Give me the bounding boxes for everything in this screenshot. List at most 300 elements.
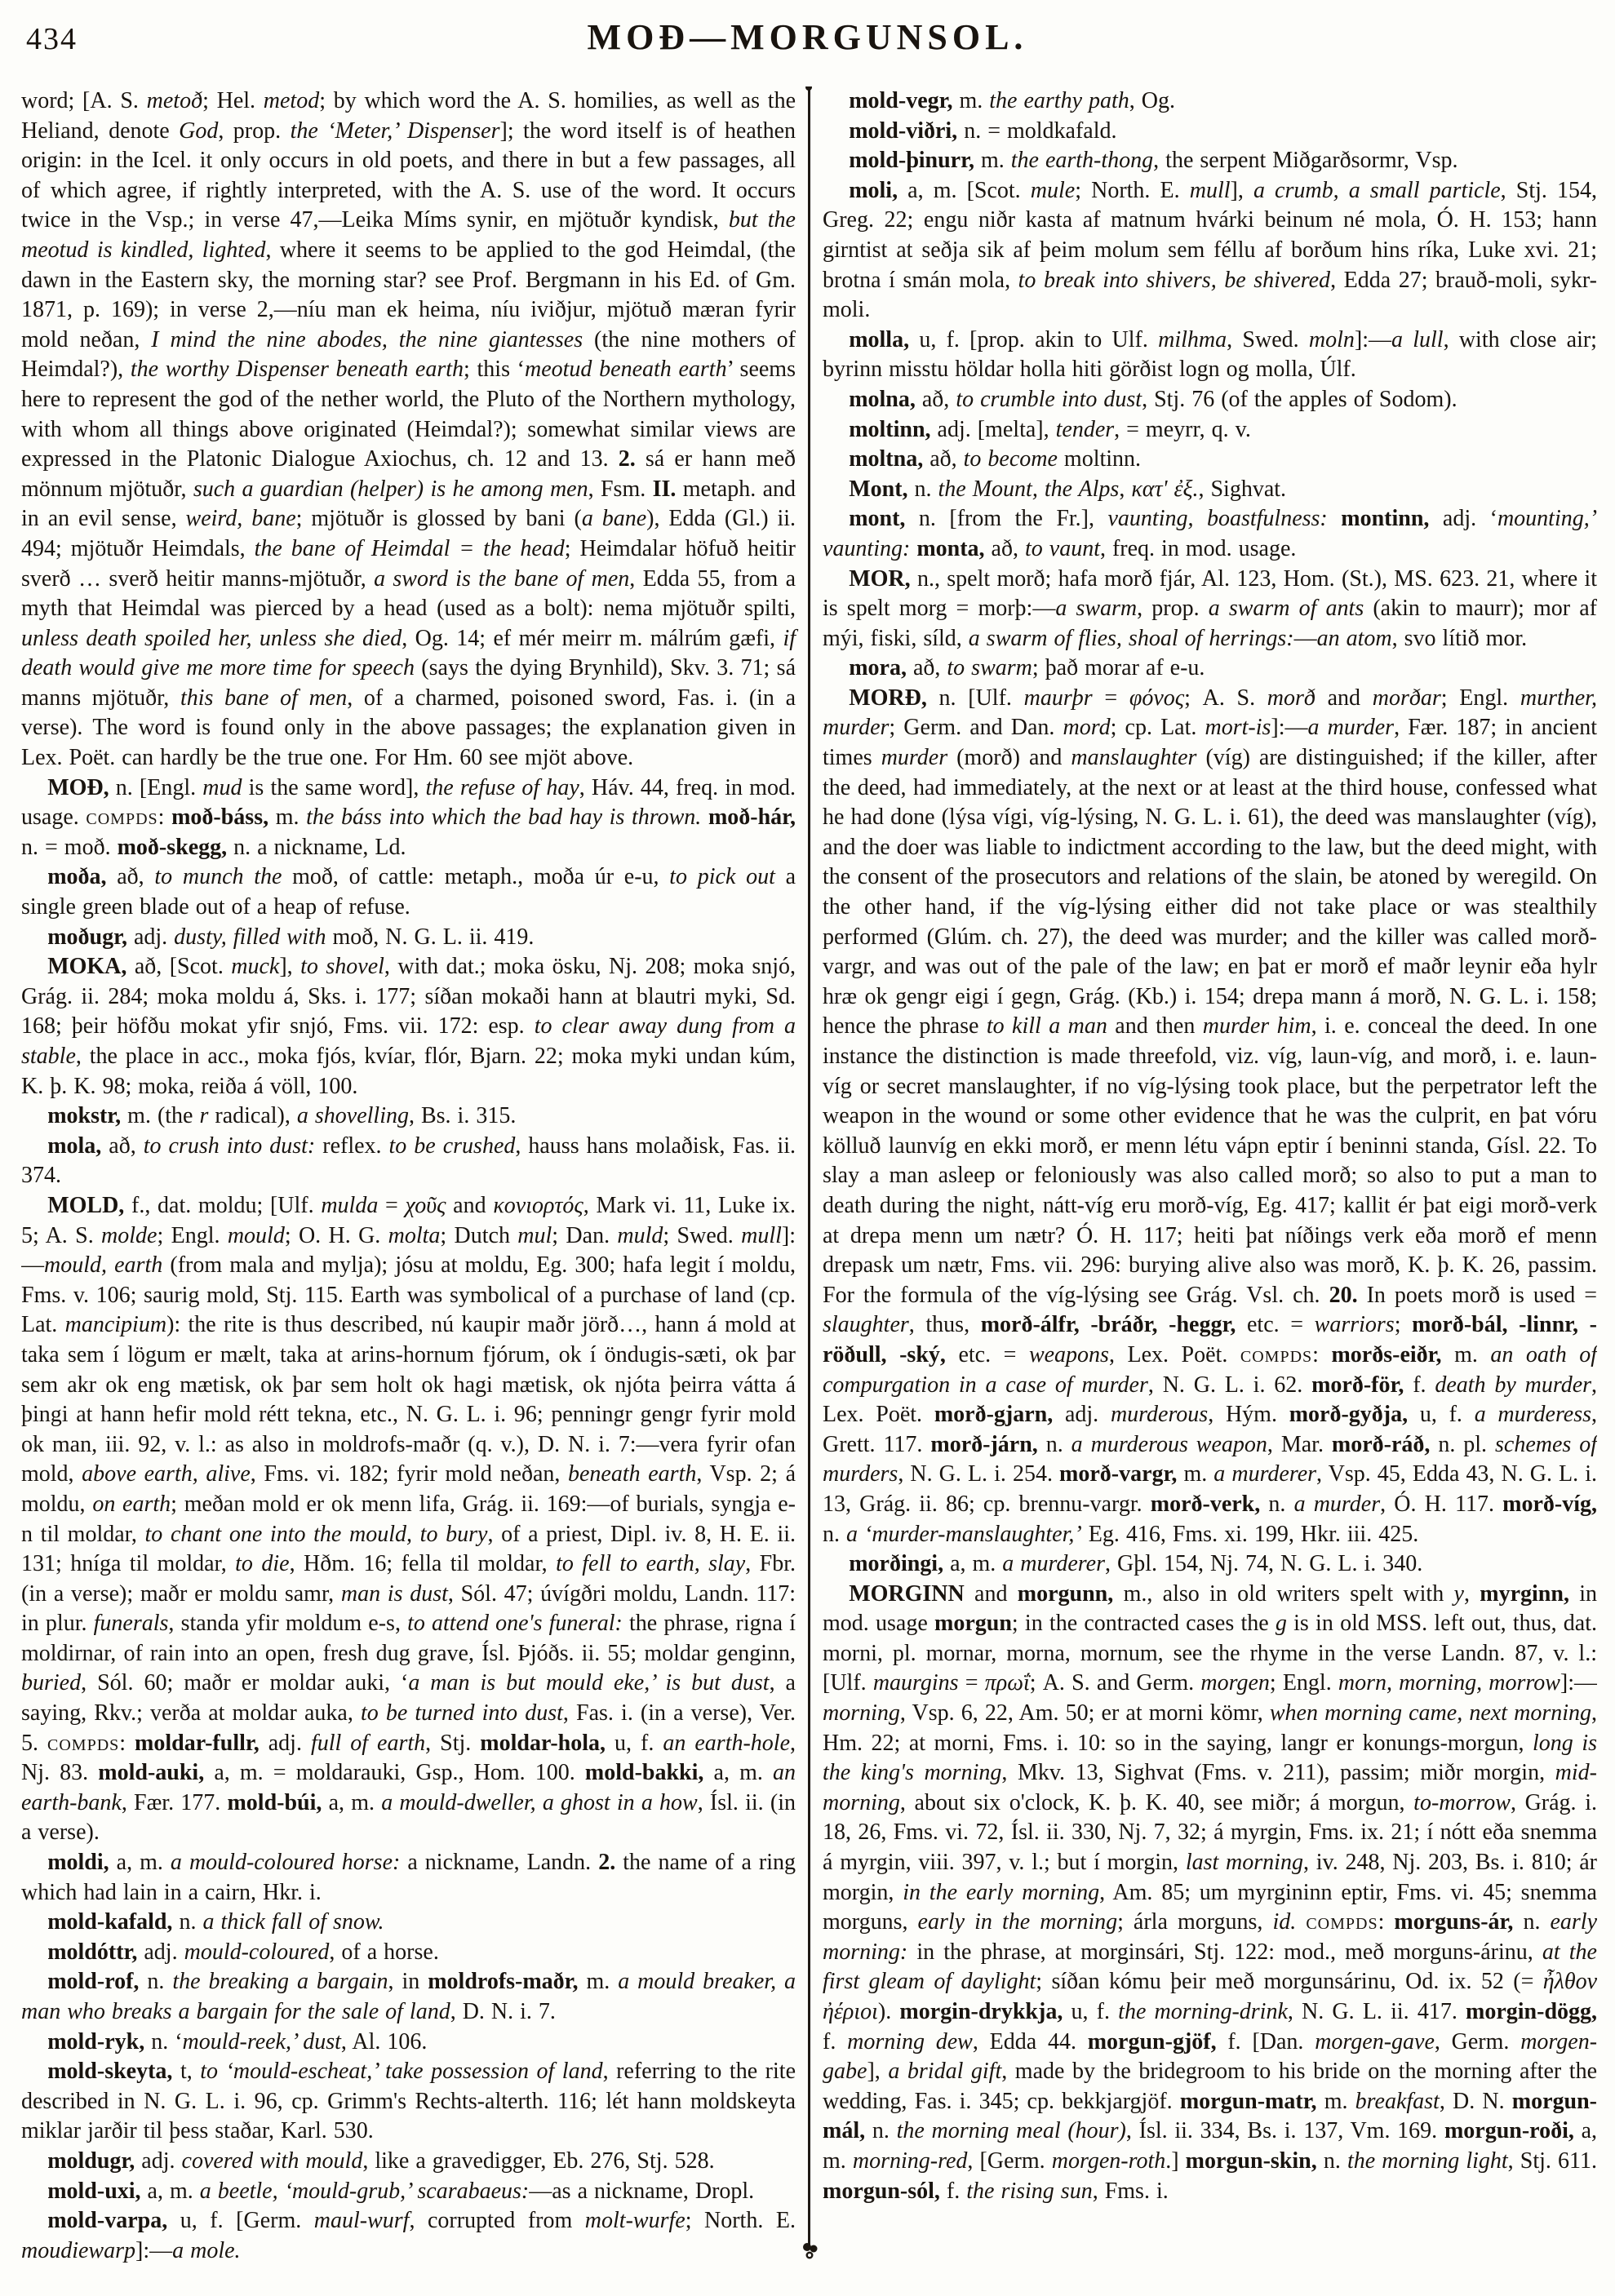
text-segment: , prop. — [1137, 596, 1209, 622]
text-segment: n. — [147, 1969, 173, 1995]
text-segment: , Háv. 44, freq. in mod. usage. — [21, 774, 796, 831]
text-segment: full of earth — [310, 1730, 426, 1756]
text-segment: a mole. — [172, 2237, 241, 2263]
text-segment: is the same word], — [242, 774, 426, 800]
text-segment: ]:— — [21, 1222, 796, 1279]
text-segment: man is dust — [340, 1580, 448, 1607]
text-segment: mold-auki, — [98, 1760, 215, 1786]
text-segment: the morning meal (hour) — [896, 2118, 1126, 2144]
text-segment: ]:— — [1560, 1670, 1597, 1696]
text-segment: a man is but mould eke,’ is but dust — [408, 1670, 770, 1696]
text-segment: n. — [914, 476, 938, 502]
text-segment: slaughter — [823, 1312, 909, 1338]
text-segment: , the place in acc., moka fjós, kvíar, flór, Bjarn. 22; moka myki undan kúm, K. þ. K. 98; moka, reiða á völl, 100. — [21, 1044, 796, 1099]
text-segment: —as a nickname, Dropl. — [529, 2178, 755, 2204]
text-segment: , corrupted from — [409, 2208, 585, 2234]
text-segment: in mod. usage — [823, 1580, 1597, 1637]
page-number: 434 — [26, 22, 78, 56]
text-segment: , the serpent Miðgarðsormr, Vsp. — [1153, 148, 1458, 174]
text-segment: last morning — [1185, 1850, 1303, 1876]
entry-mold-skeyta — [21, 2057, 796, 2147]
text-segment: mancipium — [64, 1312, 167, 1338]
text-segment: morðingi, — [849, 1551, 951, 1577]
text-segment: moð-hár, — [708, 804, 796, 831]
text-segment: an atom — [1316, 625, 1392, 651]
text-segment: meotud beneath earth — [525, 357, 727, 383]
text-segment: , Stj. — [425, 1730, 481, 1756]
text-segment: morgun-sól, — [823, 2178, 947, 2204]
text-segment: f., dat. moldu; [Ulf. — [131, 1192, 322, 1218]
text-segment: a swarm — [1055, 596, 1138, 622]
text-segment: adj. — [141, 2148, 182, 2174]
text-segment: t, — [180, 2059, 201, 2085]
text-segment: unless death spoiled her, unless she died — [21, 625, 402, 651]
text-segment: , iv. 248, Nj. 203, Bs. i. 810; ár morgin, — [823, 1850, 1597, 1905]
text-segment: mord — [1063, 715, 1111, 741]
text-segment: a, m. — [823, 2118, 1597, 2174]
text-segment: , Fms. vi. 182; fyrir mold neðan, — [250, 1461, 568, 1487]
text-segment: moð, of cattle: metaph., moða úr e-u, — [282, 864, 670, 890]
text-segment: n. = moð. — [21, 834, 118, 860]
text-segment: u, f. — [1419, 1402, 1475, 1428]
text-segment: the refuse of hay — [425, 774, 579, 800]
entry-mjotudr-continuation — [21, 86, 796, 773]
text-segment: moð-skegg, — [117, 834, 234, 860]
text-segment: to be turned into dust — [360, 1700, 563, 1726]
text-segment: etc. = — [1246, 1312, 1315, 1338]
text-segment: molla, — [849, 326, 920, 352]
text-segment: Mont, — [849, 476, 915, 502]
text-segment: , Grág. i. 18, 26, Fms. vi. 72, Ísl. ii. 330, Nj. 7, 32; á myrgin, Fms. ix. 21; í nótt eða snemma á myrgin, viii. 397, v. l.; but í morgin, — [823, 1789, 1597, 1876]
text-segment: mont, — [849, 506, 919, 532]
entry-moltna — [823, 445, 1597, 475]
text-segment: , N. G. L. ii. 417. — [1287, 1999, 1466, 2024]
entry-mold-kafald — [21, 1908, 796, 1938]
text-segment: to become — [963, 446, 1058, 472]
text-segment: a mould-dweller, a ghost in a how — [381, 1789, 698, 1815]
text-segment: m. (the — [127, 1103, 200, 1129]
text-segment: II. — [652, 476, 683, 502]
text-segment: πρωΐ — [984, 1670, 1030, 1696]
text-segment: a bane — [581, 506, 647, 532]
text-segment: f. — [1413, 1372, 1435, 1398]
text-segment: r — [199, 1103, 209, 1129]
text-segment: , Stj. 154, Greg. 22; engu niðr kasta af matnum hvárki beinum né mola, Ó. H. 153; hann girntist at seðja sik af þeim molum sem féllu af borðum hins ríka, Luke xvi. 21; brotna í smán mola, — [823, 177, 1597, 293]
text-segment: , Sól. 60; maðr er moldar auki, ‘ — [81, 1670, 409, 1696]
text-segment: adj. — [1064, 1402, 1111, 1428]
text-segment: , in — [388, 1969, 428, 1995]
text-segment: a murderer — [1213, 1461, 1317, 1487]
text-segment: metoð — [146, 88, 203, 113]
text-segment: g — [1275, 1611, 1287, 1637]
text-segment: MOKA, — [47, 954, 135, 980]
text-segment: , = meyrr, q. v. — [1114, 416, 1251, 442]
text-segment: MOÐ, — [47, 774, 116, 800]
text-segment: but the meotud is kindled, lighted — [21, 207, 796, 263]
text-segment: , Mar. — [1267, 1431, 1332, 1457]
entry-mold-ryk — [21, 2028, 796, 2058]
text-segment: ; in the contracted cases the — [1011, 1611, 1276, 1637]
text-segment: , with close air; byrinn misstu höldar holla hiti görðist logn og molla, Úlf. — [823, 326, 1597, 383]
text-segment: , Gþl. 154, Nj. 74, N. G. L. i. 340. — [1104, 1551, 1423, 1577]
text-segment: morgin-drykkja, — [899, 1999, 1071, 2024]
text-segment: MOR, — [849, 565, 917, 592]
text-segment: : — [119, 1730, 135, 1756]
text-segment: morð — [1267, 685, 1316, 711]
left-column — [21, 86, 796, 2272]
text-segment: , Fbr. (in a verse); maðr er moldu samr, — [21, 1551, 796, 1607]
text-segment: mold-þinurr, — [849, 148, 981, 174]
text-segment: a sword is the bane of men — [374, 565, 630, 592]
text-segment: morning-red — [852, 2148, 968, 2174]
text-segment: mold-skeyta, — [47, 2059, 180, 2085]
text-segment: að, — [991, 535, 1025, 561]
text-segment: að, — [912, 655, 947, 681]
entry-mokstr — [21, 1101, 796, 1132]
text-segment: breakfast — [1355, 2088, 1440, 2114]
text-segment: ἦλθον ἠέριοι — [823, 1969, 1597, 2024]
entry-mold-thinurr — [823, 146, 1597, 176]
text-segment: moldar-fullr, — [135, 1730, 268, 1756]
text-segment: to fell to earth, slay — [556, 1551, 746, 1577]
entry-mont — [823, 504, 1597, 564]
text-segment: ; cp. Lat. — [1110, 715, 1205, 741]
text-segment: when morning came, next morning — [1269, 1700, 1592, 1726]
entry-moldottr — [21, 1938, 796, 1968]
text-segment: morgun-skin, — [1185, 2148, 1324, 2174]
entry-mola — [21, 1132, 796, 1191]
text-segment: ; Heimdalar höfuð heitir sverð … sverð heitir manns-mjötuðr, — [21, 535, 796, 592]
text-segment: (morð) and — [947, 745, 1071, 771]
text-segment: ; það morar af e-u. — [1032, 655, 1205, 681]
text-segment: morgin-dögg, — [1466, 1999, 1597, 2024]
entry-mont-upper — [823, 475, 1597, 505]
text-segment: , Vsp. 6, 22, Am. 50; er at morni kömr, — [899, 1700, 1270, 1726]
text-segment: a thick fall of snow. — [202, 1909, 384, 1935]
text-segment: , Stj. 611. — [1507, 2148, 1597, 2174]
text-segment: n. — [1045, 1431, 1071, 1457]
text-segment — [1328, 506, 1342, 531]
text-segment: ; Engl. — [1440, 685, 1520, 711]
text-segment: MORÐ, — [849, 685, 939, 711]
text-segment: , Sighvat. — [1198, 476, 1287, 502]
text-segment: the báss into which the bad hay is thrown. — [306, 804, 702, 831]
text-segment: , N. G. L. i. 254. — [898, 1461, 1060, 1487]
text-segment: , Edda 44. — [972, 2028, 1088, 2054]
text-segment: ; North. E. — [1075, 177, 1190, 203]
text-segment: ; meðan mold er ok menn lifa, Grág. ii. 169:—of burials, syngja e-n til moldar, — [21, 1491, 796, 1547]
text-segment: the breaking a bargain — [172, 1969, 388, 1995]
text-segment: ; árla morguns, — [1117, 1909, 1273, 1935]
text-segment: morn, morning, morrow — [1338, 1670, 1560, 1696]
text-segment: mul — [517, 1222, 552, 1248]
text-segment: (from mala and mylja); jósu at moldu, Eg. 300; hafa legit í moldu, Fms. v. 106; saurig mold, Stj. 115. Earth was symbolical of a purchase of land (cp. Lat. — [21, 1252, 796, 1338]
text-segment: morðar — [1372, 685, 1441, 711]
text-segment: m. — [275, 804, 307, 831]
text-segment: , Mkv. 13, Sighvat (Fms. v. 211), passim; miðr morgin, — [1001, 1760, 1555, 1786]
text-segment: ), Edda (Gl.) ii. 494; mjötuðr Heimdals, — [21, 506, 796, 561]
text-segment: ], — [867, 2059, 889, 2085]
text-segment: funerals — [93, 1611, 169, 1637]
text-segment: in the phrase, at morginsári, Stj. 122: mod., með morguns-árinu, — [907, 1939, 1542, 1965]
text-segment: , Fas. i. (in a verse), Ver. 5. — [21, 1700, 796, 1756]
text-segment: to crush into dust: — [143, 1132, 316, 1159]
text-segment: morð-verk, — [1150, 1491, 1269, 1517]
text-segment: murder him — [1202, 1013, 1311, 1039]
text-segment: ; Germ. and Dan. — [889, 715, 1063, 741]
text-segment: molt-wurfe — [584, 2208, 685, 2234]
text-segment: moldrofs-maðr, — [428, 1969, 587, 1995]
text-segment: , Hðm. 16; fella til moldar, — [289, 1551, 557, 1577]
text-segment — [701, 804, 708, 830]
text-segment: m. — [586, 1969, 619, 1995]
text-segment: χοῦς — [405, 1192, 446, 1218]
text-segment: n. — [1523, 1909, 1551, 1935]
text-segment: n. ‘ — [151, 2028, 183, 2054]
text-segment: mull — [1189, 177, 1231, 203]
text-segment: to clear away dung from a stable — [21, 1013, 796, 1069]
entry-mordingi — [823, 1549, 1597, 1580]
text-segment: a single green blade out of a heap of refuse. — [21, 864, 796, 920]
text-segment: the phrase, rigna í moldirnar, of rain into an open, fresh dug grave, Ísl. Þjóðs. ii. 55; moldar genginn, — [21, 1611, 796, 1666]
text-segment: God — [179, 117, 219, 144]
text-segment: etc. = — [958, 1341, 1029, 1367]
text-segment: muld — [617, 1222, 663, 1248]
text-segment: , Fsm. — [588, 476, 653, 502]
text-segment: , Nj. 83. — [21, 1730, 796, 1786]
text-segment: , Edda 55, from a myth that Heimdal was pierced by a head (used as a bolt): nema mjötuðr spilti, — [21, 565, 796, 622]
text-segment: ). — [877, 1999, 900, 2024]
text-segment: moða, — [47, 864, 118, 890]
text-segment: this bane of men — [180, 685, 348, 711]
text-segment: að, [Scot. — [134, 954, 232, 980]
text-segment: molna, — [849, 386, 922, 412]
text-segment: , Ísl. ii. 334, Bs. i. 137, Vm. 169. — [1125, 2118, 1444, 2144]
entry-mord — [823, 684, 1597, 1549]
text-segment: , like a gravedigger, Eb. 276, Stj. 528. — [362, 2148, 715, 2174]
text-segment: = — [958, 1670, 985, 1696]
text-segment: ; Swed. — [663, 1222, 742, 1248]
text-segment: to pick out — [669, 864, 775, 890]
entry-moldi — [21, 1848, 796, 1908]
text-segment: að, — [117, 864, 155, 890]
right-column — [823, 86, 1597, 2272]
text-segment: above earth, alive — [82, 1461, 251, 1487]
text-segment: ; Dan. — [552, 1222, 618, 1248]
text-segment: muck — [231, 954, 280, 980]
text-segment: the rising sun — [966, 2178, 1093, 2204]
text-segment: tender — [1055, 416, 1115, 442]
text-segment: mid-morning — [823, 1760, 1597, 1815]
text-segment: a ‘murder-manslaughter,’ — [846, 1521, 1082, 1547]
text-segment: ; A. S. and Germ. — [1029, 1670, 1201, 1696]
text-segment: að, — [930, 446, 964, 472]
entry-modugr — [21, 923, 796, 953]
text-segment: , referring to the rite described in N. G. L. i. 96, cp. Grimm's Rechts-alterth. 116; lét hann moldskeyta miklar jarðir til þess staðar, Karl. 530. — [21, 2059, 796, 2144]
text-segment: molde — [101, 1222, 158, 1248]
text-segment: I mind the nine abodes, the nine giantesses — [151, 326, 583, 352]
text-segment: , N. G. L. i. 62. — [1147, 1372, 1312, 1398]
text-segment: að, — [109, 1132, 144, 1159]
text-segment: n. — [1268, 1491, 1294, 1517]
text-segment: , Sól. 47; úvígðri moldu, Landn. 117: in plur. — [21, 1580, 796, 1637]
text-segment: adj. [melta], — [937, 416, 1056, 442]
text-segment: morning dew — [847, 2028, 973, 2054]
text-segment: to-morrow — [1413, 1789, 1511, 1815]
text-segment: mokstr, — [47, 1103, 128, 1129]
text-segment: and — [1315, 685, 1373, 711]
text-segment: ]:— — [1354, 326, 1391, 352]
entry-mold-vidri — [823, 117, 1597, 147]
text-segment: (says the dying Brynhild), Skv. 3. 71; sá manns mjötuðr, — [21, 655, 796, 711]
text-segment: long is the king's morning — [823, 1730, 1597, 1786]
text-segment: the bane of Heimdal = the head — [254, 535, 565, 561]
text-segment: , Bs. i. 315. — [408, 1103, 517, 1129]
text-segment: , where it seems to be applied to the god Heimdal, (the dawn in the Eastern sky, the morning star? see Prof. Bergmann in his Ed. of Gm. 1871, p. 169); in verse 2,—níu man ek heima, níu iviðjur, mjötuð mæran fyrir mold neðan, — [21, 237, 796, 352]
text-segment: a crumb, a small particle — [1253, 177, 1501, 203]
text-segment: manslaughter — [1071, 745, 1197, 771]
text-segment: u, f. [prop. akin to Ulf. — [919, 326, 1159, 352]
text-segment: ]:— — [135, 2237, 173, 2263]
text-segment: , Germ. — [1434, 2028, 1521, 2054]
text-segment: 20. — [1329, 1282, 1367, 1308]
text-segment: ; North. E. — [685, 2208, 796, 2234]
text-segment — [1296, 1909, 1306, 1935]
text-segment: ): the rite is thus described, nú kaupir maðr jörð…, hann á mold at taka sem í lögum er mælt, taka at arins-hornum fjórum, ok í öndugis-sæti, ok þar sem akr ok eng mætisk, ok þar sem holt ok hagi mætisk, ok njóta þeirra vátta á þingi at hann hefir mold rétt tekna, etc., N. G. L. i. 96; penningr gengr fyrir mold ok man, iii. 92, v. l.: as also in moldrofs-maðr (q. v.), D. N. i. 7:—vera fyrir ofan mold, — [21, 1312, 796, 1487]
text-segment: morgunn, — [1017, 1580, 1124, 1607]
text-segment: mora, — [849, 655, 913, 681]
text-segment: montinn, — [1341, 506, 1443, 532]
entry-mor — [823, 565, 1597, 654]
column-divider-rule — [808, 86, 810, 2249]
text-segment: a murder — [1293, 1491, 1381, 1517]
text-segment: : — [1378, 1909, 1395, 1935]
text-segment: m. — [1183, 1461, 1214, 1487]
text-segment: the name of a ring which had lain in a cairn, Hkr. i. — [21, 1850, 796, 1905]
text-segment: mort-is — [1205, 715, 1271, 741]
text-segment: : — [158, 804, 172, 831]
text-segment: mud — [202, 774, 242, 800]
text-segment: word; [A. S. — [21, 88, 147, 113]
entry-moldugr — [21, 2147, 796, 2177]
text-segment: n. [Engl. — [115, 774, 203, 800]
text-segment: myrginn, — [1480, 1580, 1580, 1607]
text-segment: to chant one into the mould, to bury — [144, 1521, 488, 1547]
text-segment: morgen-gabe — [823, 2028, 1597, 2085]
text-segment: a swarm of flies, shoal of herrings: — [968, 625, 1294, 651]
text-segment: MOLD, — [47, 1192, 131, 1218]
entry-molna — [823, 385, 1597, 415]
text-segment: , Al. 106. — [340, 2028, 428, 2054]
text-segment: , D. N. i. 7. — [450, 1999, 556, 2024]
text-segment: , Fær. 177. — [121, 1789, 228, 1815]
entry-mod — [21, 773, 796, 863]
text-segment: morgen — [1200, 1670, 1270, 1696]
text-segment: the morning-drink — [1118, 1999, 1288, 2024]
text-segment: Eg. 416, Fms. xi. 199, Hkr. iii. 425. — [1081, 1521, 1419, 1547]
text-segment: morð-álfr, -bráðr, -heggr, — [980, 1312, 1247, 1338]
text-segment: m. — [959, 88, 990, 113]
text-segment: metaph. and in an evil sense, — [21, 476, 796, 532]
text-segment: , [Germ. — [967, 2148, 1052, 2174]
text-segment: morgen-gave — [1315, 2028, 1435, 2054]
text-segment: morð-för, — [1311, 1372, 1413, 1398]
text-segment: , — [1119, 476, 1132, 502]
text-segment: , Edda 27; brauð-moli, sykr-moli. — [823, 267, 1597, 323]
text-segment: , about six o'clock, K. þ. K. 40, see miðr; á morgun, — [899, 1789, 1414, 1815]
text-segment: n., spelt morð; hafa morð fjár, Al. 123, Hom. (St.), MS. 623. 21, where it is spelt morg = morþ:— — [823, 565, 1597, 622]
text-segment: morð-járn, — [930, 1431, 1046, 1457]
text-segment: mould — [227, 1222, 285, 1248]
text-segment: ]:— — [1271, 715, 1308, 741]
text-segment: to munch the — [154, 864, 282, 890]
text-segment: n. — [1323, 2148, 1347, 2174]
text-segment: a swarm of ants — [1208, 596, 1364, 622]
text-segment: = — [1092, 685, 1129, 711]
text-segment: að, — [921, 386, 956, 412]
text-segment: murder — [881, 745, 948, 771]
text-segment: adj. — [268, 1730, 311, 1756]
text-segment: moð, N. G. L. ii. 419. — [326, 924, 535, 950]
text-segment: morgun-gjöf, — [1087, 2028, 1228, 2054]
text-segment: n. — [179, 1909, 203, 1935]
text-segment: murderous — [1110, 1402, 1209, 1428]
text-segment: a, m. — [147, 2178, 200, 2204]
text-segment: y — [1453, 1580, 1464, 1607]
text-segment: the earth-thong — [1010, 148, 1154, 174]
text-segment: and — [974, 1580, 1018, 1607]
text-segment: early in the morning — [917, 1909, 1118, 1935]
text-segment: morð-gjarn, — [934, 1402, 1065, 1428]
text-segment: moltinn, — [849, 416, 938, 442]
text-segment: n. — [823, 1521, 846, 1547]
text-segment: , Lex. Poët. — [823, 1372, 1597, 1428]
text-segment: moldi, — [47, 1850, 117, 1876]
text-segment: a, m. [Scot. — [907, 177, 1031, 203]
text-segment: mulda — [321, 1192, 379, 1218]
text-segment: and — [446, 1192, 494, 1218]
text-segment: a murder — [1307, 715, 1395, 741]
text-segment: mould-coloured — [184, 1939, 330, 1965]
text-segment: morgen-roth — [1051, 2148, 1166, 2174]
text-segment: ; mjötuðr is glossed by bani ( — [295, 506, 582, 532]
text-segment: ; A. S. — [1184, 685, 1267, 711]
text-segment: mold-vegr, — [849, 88, 960, 113]
text-segment: moudiewarp — [21, 2237, 135, 2263]
text-segment: a mould-coloured horse: — [170, 1850, 401, 1876]
entry-moda — [21, 862, 796, 922]
entry-moli — [823, 176, 1597, 326]
text-segment: mold-viðri, — [849, 117, 965, 144]
text-segment: a, m. — [713, 1760, 774, 1786]
text-segment: ; by which word the A. S. homilies, as well as the Heliand, denote — [21, 88, 796, 144]
entry-mold — [21, 1191, 796, 1848]
text-segment: and then — [1107, 1013, 1203, 1039]
text-segment: , Vsp. 45, Edda 43, N. G. L. i. 13, Grág. ii. 86; cp. brennu-vargr. — [823, 1461, 1597, 1517]
text-segment: (víg) are distinguished; if the killer, after the deed, had immediately, at the next or at least at the third house, confessed what he had done (lýsa vígi, víg-lýsing, N. G. L. i. 61), the deed was manslaughter (víg), and the doer was liable to indictment according to the law, but the deed might, with the consent of the prosecutors and relations of the slain, be atoned by weregild. On the other hand, if the víg-lýsing either did not take place or was stealthily performed (Glúm. ch. 27), the deed was murder; and the killer was called morð-vargr, and was out of the pale of the law; en þat er morð ef maðr leynir eða hylr hræ ok gengr eigi í gegn, Grág. (Kb.) i. 154; drepa mann á morð, N. G. L. i. 158; hence the phrase — [823, 745, 1597, 1039]
text-segment: morning — [823, 1700, 900, 1726]
text-segment: , a saying, Rkv.; verða at moldar auka, — [21, 1670, 796, 1726]
entry-mold-rof — [21, 1967, 796, 2027]
text-segment: , standa yfir moldum e-s, — [168, 1611, 408, 1637]
text-segment: m., also in old writers spelt with — [1123, 1580, 1454, 1607]
text-segment: the worthy Dispenser beneath earth — [130, 357, 464, 383]
text-segment: moltna, — [849, 446, 930, 472]
text-segment: , Mark vi. 11, Luke ix. 5; A. S. — [21, 1192, 796, 1248]
text-segment: adj. — [133, 924, 175, 950]
text-segment: monta, — [916, 535, 992, 561]
text-segment: , with dat.; moka ösku, Nj. 208; moka snjó, Grág. ii. 284; moka moldu á, Sks. i. 177; síðan mokaði hann at blautri myki, Sd. 168; þeir höfðu mokat yfir snjó, Fms. vii. 172: esp. — [21, 954, 796, 1039]
